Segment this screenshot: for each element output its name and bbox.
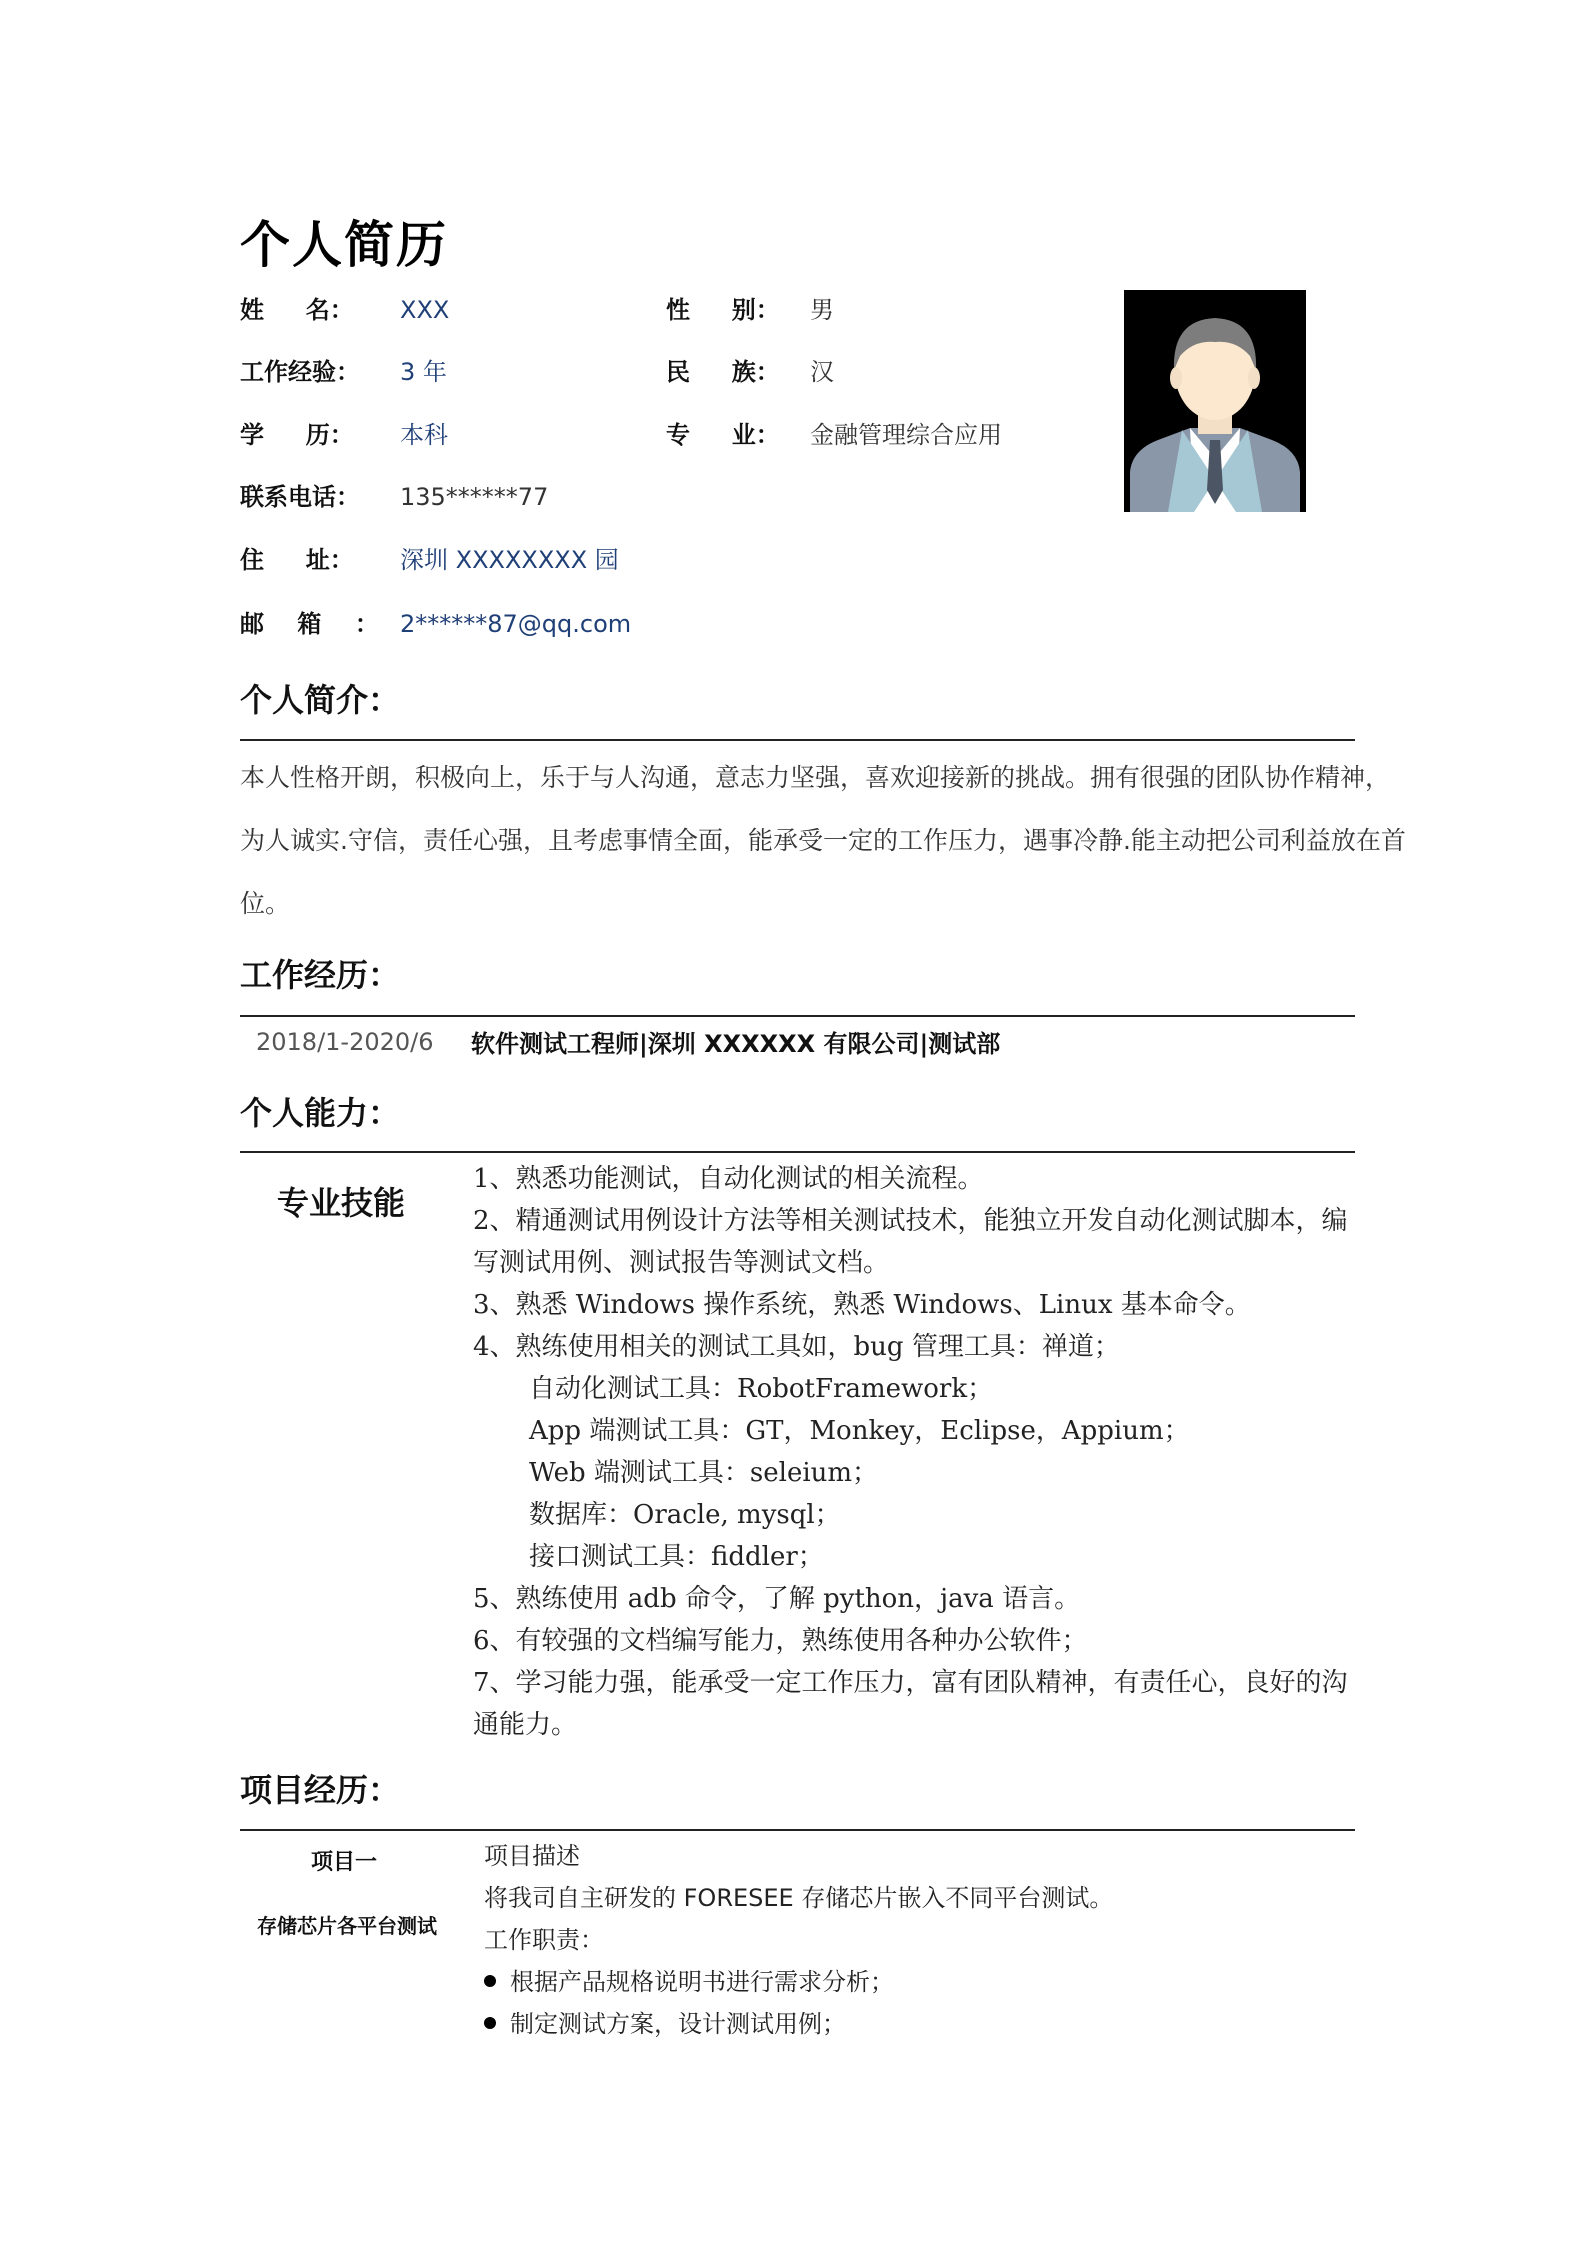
skill-item: 数据库：Oracle, mysql； <box>529 1500 841 1530</box>
work-heading: 工作经历： <box>240 956 401 994</box>
duty-text: 制定测试方案，设计测试用例； <box>510 2010 846 2038</box>
skill-item: 自动化测试工具：RobotFramework； <box>529 1374 994 1404</box>
project-name: 项目一 <box>311 1850 378 1875</box>
education-value: 本科 <box>400 421 448 449</box>
intro-line: 位。 <box>240 889 291 918</box>
email-value: 2******87@qq.com <box>400 610 632 638</box>
name-label: 姓 名： <box>240 296 354 324</box>
work-role: 软件测试工程师|深圳 XXXXXX 有限公司|测试部 <box>471 1030 1001 1058</box>
avatar-icon <box>1124 290 1306 512</box>
skill-item: Web 端测试工具：seleium； <box>529 1458 879 1488</box>
info-row-ethnic <box>666 352 1066 392</box>
experience-value: 3 年 <box>400 358 447 386</box>
project-duty-item <box>484 2004 846 2039</box>
skill-item: 1、熟悉功能测试，自动化测试的相关流程。 <box>473 1164 984 1194</box>
major-label: 专 业： <box>666 421 780 449</box>
intro-line: 本人性格开朗，积极向上，乐于与人沟通，意志力坚强，喜欢迎接新的挑战。拥有很强的团队协作精神， <box>240 763 1391 792</box>
skill-item: 2、精通测试用例设计方法等相关测试技术，能独立开发自动化测试脚本，编 <box>473 1206 1348 1236</box>
intro-heading: 个人简介： <box>240 681 401 719</box>
name-value: XXX <box>400 296 450 324</box>
skills-label: 专业技能 <box>277 1184 406 1222</box>
project-desc-text: 将我司自主研发的 FORESEE 存储芯片嵌入不同平台测试。 <box>484 1884 1114 1912</box>
project-duty-item <box>484 1962 894 1997</box>
experience-label: 工作经验： <box>240 358 360 386</box>
intro-divider <box>240 739 1355 741</box>
skills-divider <box>240 1151 1355 1153</box>
skills-heading: 个人能力： <box>240 1094 401 1132</box>
work-divider <box>240 1015 1355 1017</box>
skill-item: 5、熟练使用 adb 命令，了解 python，java 语言。 <box>473 1584 1081 1614</box>
bullet-icon <box>484 2017 496 2029</box>
skill-item: App 端测试工具：GT，Monkey，Eclipse，Appium； <box>529 1416 1190 1446</box>
address-label: 住 址： <box>240 546 354 574</box>
resume-title: 个人简历 <box>240 216 448 274</box>
phone-label: 联系电话： <box>240 483 360 511</box>
project-duty-label: 工作职责： <box>484 1926 604 1954</box>
bullet-icon <box>484 1975 496 1987</box>
projects-heading: 项目经历： <box>240 1771 401 1809</box>
skill-item: 4、熟练使用相关的测试工具如，bug 管理工具：禅道； <box>473 1332 1120 1362</box>
project-subtitle: 存储芯片各平台测试 <box>257 1914 437 1938</box>
education-label: 学 历： <box>240 421 354 449</box>
email-label: 邮 箱 ： <box>240 610 379 638</box>
gender-label: 性 别： <box>666 296 780 324</box>
ethnic-label: 民 族： <box>666 358 780 386</box>
gender-value: 男 <box>810 296 834 324</box>
info-row-phone <box>240 477 840 517</box>
skill-item: 通能力。 <box>473 1710 578 1740</box>
skill-item: 写测试用例、测试报告等测试文档。 <box>473 1248 890 1278</box>
address-value: 深圳 XXXXXXXX 园 <box>400 546 619 574</box>
skill-item: 6、有较强的文档编写能力，熟练使用各种办公软件； <box>473 1626 1088 1656</box>
project-desc-label: 项目描述 <box>484 1842 580 1870</box>
phone-value: 135******77 <box>400 483 549 511</box>
info-row-email <box>240 604 840 644</box>
info-row-address <box>240 540 840 580</box>
info-row-major <box>666 415 1106 455</box>
major-value: 金融管理综合应用 <box>810 421 1002 449</box>
skill-item: 接口测试工具：fiddler； <box>529 1542 824 1572</box>
intro-line: 为人诚实.守信，责任心强，且考虑事情全面，能承受一定的工作压力，遇事冷静.能主动把公司利益放在首 <box>240 826 1406 855</box>
skill-item: 3、熟悉 Windows 操作系统，熟悉 Windows、Linux 基本命令。 <box>473 1290 1251 1320</box>
ethnic-value: 汉 <box>810 358 834 386</box>
work-date: 2018/1-2020/6 <box>256 1028 434 1056</box>
projects-divider <box>240 1829 1355 1831</box>
duty-text: 根据产品规格说明书进行需求分析； <box>510 1968 894 1996</box>
avatar-photo <box>1124 290 1306 512</box>
info-row-gender <box>666 290 1066 330</box>
skill-item: 7、学习能力强，能承受一定工作压力，富有团队精神，有责任心，良好的沟 <box>473 1668 1348 1698</box>
